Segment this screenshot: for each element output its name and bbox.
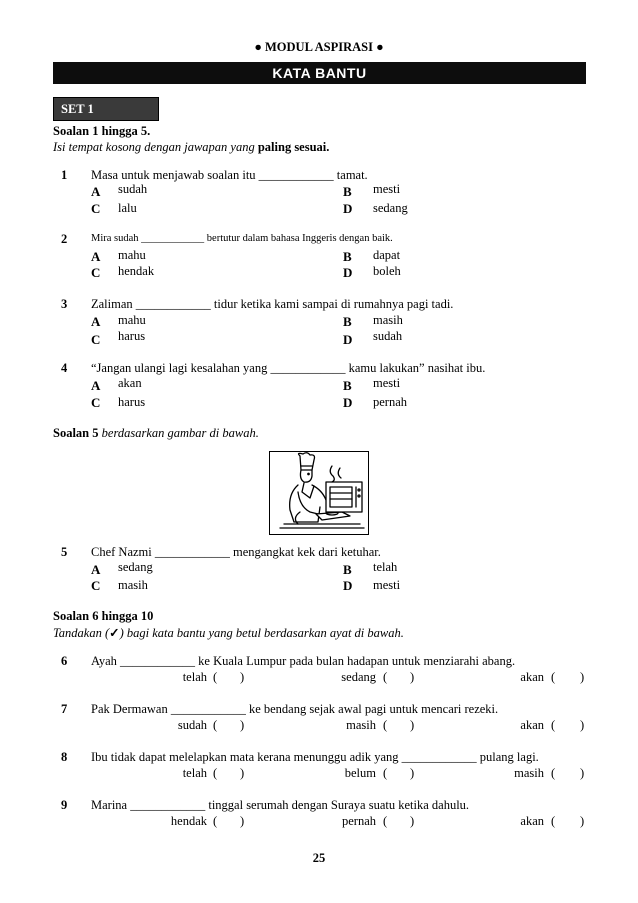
part1-instruction-bold: paling sesuai. [257,140,330,154]
part1-instruction [53,140,329,155]
tick-box-close[interactable]: ) [580,766,585,780]
option-b-text: mesti [373,182,401,196]
tick-box-open[interactable]: ( [551,718,556,732]
question-number: 6 [61,654,68,668]
choice-word: sedang [341,670,376,684]
option-d-text: sudah [373,329,403,343]
page-number: 25 [312,851,326,865]
tick-box-close[interactable]: ) [410,766,415,780]
tick-box-open[interactable]: ( [551,670,556,684]
topic-title-bar: KATA BANTU [53,62,586,84]
question-number: 1 [61,168,68,182]
question-text: “Jangan ulangi lagi kesalahan yang ____________ kamu lakukan” nasihat ibu. [91,361,486,375]
tick-box-open[interactable]: ( [383,766,388,780]
question-text: Pak Dermawan ____________ ke bendang sejak awal pagi untuk mencari rezeki. [91,702,499,716]
option-d-text: sedang [373,201,408,215]
option-a-text: sudah [118,182,148,196]
choice-word: akan [520,718,544,732]
option-c-text: harus [118,395,146,409]
option-letter-d: D [343,578,353,593]
option-letter-c: C [91,332,101,347]
tick-icon: ✓ [109,626,120,640]
question-text: Ibu tidak dapat melelapkan mata kerana menunggu adik yang ____________ pulang lagi. [91,750,539,764]
option-letter-d: D [343,265,353,280]
option-letter-b: B [343,562,352,577]
question-text: Ayah ____________ ke Kuala Lumpur pada bulan hadapan untuk menziarahi abang. [91,654,516,668]
question-number: 3 [61,297,68,311]
tick-box-close[interactable]: ) [240,766,245,780]
option-a-text: sedang [118,560,153,574]
choice-word: akan [520,814,544,828]
tick-box-open[interactable]: ( [551,814,556,828]
question-text: Masa untuk menjawab soalan itu ____________ tamat. [91,168,368,182]
option-d-text: boleh [373,264,401,278]
question-number: 2 [61,232,68,246]
option-a-text: mahu [118,313,146,327]
option-letter-a: A [91,378,101,393]
tick-box-open[interactable]: ( [551,766,556,780]
option-letter-c: C [91,201,101,216]
option-letter-a: A [91,314,101,329]
tick-box-close[interactable]: ) [240,814,245,828]
tick-box-close[interactable]: ) [410,814,415,828]
part1-instruction-italic: Isi tempat kosong dengan jawapan yang [53,140,255,154]
choice-word: masih [346,718,376,732]
chef-oven-illustration [270,452,368,534]
question-text: Mira sudah ____________ bertutur dalam bahasa Inggeris dengan baik. [91,233,393,244]
option-c-text: harus [118,329,146,343]
part2-instruction-pre: Tandakan ( [53,626,110,640]
part1-heading: Soalan 1 hingga 5. [53,124,151,138]
picture-instruction-text: berdasarkan gambar di bawah. [101,426,259,440]
question-number: 9 [61,798,68,812]
module-header: ● MODUL ASPIRASI ● [254,40,384,54]
option-letter-c: C [91,395,101,410]
option-letter-a: A [91,562,101,577]
option-c-text: lalu [118,201,137,215]
tick-box-close[interactable]: ) [240,670,245,684]
question-text: Marina ____________ tinggal serumah dengan Suraya suatu ketika dahulu. [91,798,470,812]
option-b-text: dapat [373,248,401,262]
choice-word: belum [344,766,376,780]
tick-box-open[interactable]: ( [213,718,218,732]
question-text: Chef Nazmi ____________ mengangkat kek dari ketuhar. [91,545,381,559]
choice-word: pernah [341,814,376,828]
option-letter-d: D [343,201,353,216]
option-a-text: mahu [118,248,146,262]
picture-instruction [53,426,259,441]
question-number: 4 [61,361,68,375]
question-text: Zaliman ____________ tidur ketika kami sampai di rumahnya pagi tadi. [91,297,454,311]
option-b-text: masih [373,313,403,327]
option-letter-c: C [91,265,101,280]
option-letter-a: A [91,184,101,199]
tick-box-open[interactable]: ( [383,718,388,732]
part2-instruction [53,625,404,641]
option-c-text: hendak [118,264,155,278]
tick-box-open[interactable]: ( [213,766,218,780]
question-number: 8 [61,750,68,764]
tick-box-close[interactable]: ) [580,670,585,684]
option-letter-d: D [343,395,353,410]
tick-box-close[interactable]: ) [580,814,585,828]
choice-word: telah [182,766,207,780]
tick-box-open[interactable]: ( [383,670,388,684]
tick-box-open[interactable]: ( [213,814,218,828]
option-letter-b: B [343,184,352,199]
tick-box-close[interactable]: ) [240,718,245,732]
option-letter-b: B [343,378,352,393]
chef-picture [269,451,369,535]
tick-box-close[interactable]: ) [410,718,415,732]
option-d-text: pernah [373,395,408,409]
tick-box-close[interactable]: ) [580,718,585,732]
set-label: SET 1 [53,97,159,121]
choice-word: akan [520,670,544,684]
choice-word: masih [514,766,544,780]
tick-box-close[interactable]: ) [410,670,415,684]
tick-box-open[interactable]: ( [213,670,218,684]
option-letter-b: B [343,314,352,329]
tick-box-open[interactable]: ( [383,814,388,828]
option-letter-c: C [91,578,101,593]
choice-word: hendak [170,814,207,828]
option-letter-d: D [343,332,353,347]
picture-instruction-prefix: Soalan 5 [53,426,99,440]
option-letter-b: B [343,249,352,264]
option-d-text: mesti [373,578,401,592]
option-c-text: masih [118,578,148,592]
part2-instruction-post: ) bagi kata bantu yang betul berdasarkan ayat di bawah. [119,626,404,640]
option-a-text: akan [118,376,142,390]
option-letter-a: A [91,249,101,264]
question-number: 7 [61,702,68,716]
option-b-text: telah [373,560,398,574]
choice-word: sudah [177,718,207,732]
option-b-text: mesti [373,376,401,390]
choice-word: telah [182,670,207,684]
question-number: 5 [61,545,68,559]
part2-heading: Soalan 6 hingga 10 [53,609,154,623]
